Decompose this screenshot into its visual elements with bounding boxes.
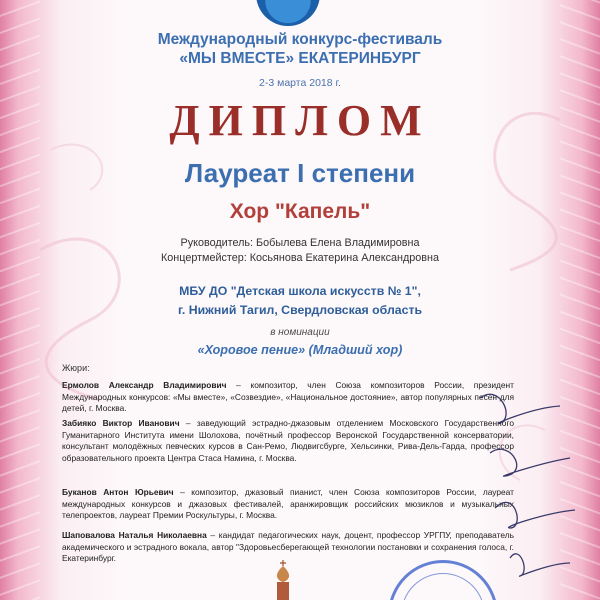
stamp-inner-ring xyxy=(401,573,485,600)
leader-line: Руководитель: Бобылева Елена Владимировна xyxy=(180,237,420,249)
jury-member-1 xyxy=(62,380,514,415)
jury-member-name: Шаповалова Наталья Николаевна xyxy=(62,530,207,540)
leaders-block xyxy=(0,236,600,266)
round-stamp-icon xyxy=(388,560,498,600)
jury-member-3 xyxy=(62,487,514,522)
jury-member-bio: – композитор, джазовый пианист, член Союза композиторов России, лауреат международных конкурсов и джазовых фестивалей, аранжировщик российских мюзиклов и музыкальных телепроектов, лауреат Премии Роскультуры, г. Москва. xyxy=(62,487,514,520)
festival-title-line2: «МЫ ВМЕСТЕ» ЕКАТЕРИНБУРГ xyxy=(179,50,421,67)
jury-member-name: Забияко Виктор Иванович xyxy=(62,418,180,428)
nomination-title: «Хоровое пение» (Младший хор) xyxy=(197,343,403,357)
festival-title xyxy=(0,30,600,68)
jury-title: Жюри: xyxy=(62,363,90,373)
school-line1: МБУ ДО "Детская школа искусств № 1", xyxy=(179,284,421,298)
participant-name: Хор "Капель" xyxy=(229,200,371,223)
festival-title-line1: Международный конкурс-фестиваль xyxy=(157,31,443,48)
festival-date: 2-3 марта 2018 г. xyxy=(259,77,341,89)
jury-member-name: Ермолов Александр Владимирович xyxy=(62,380,227,390)
school-line2: г. Нижний Тагил, Свердловская область xyxy=(177,303,423,317)
award-title: Лауреат I степени xyxy=(184,158,416,188)
jury-member-name: Буканов Антон Юрьевич xyxy=(62,487,174,497)
festival-logo-icon xyxy=(256,0,320,26)
jury-member-2 xyxy=(62,418,514,464)
jury-member-bio: – заведующий эстрадно-джазовым отделением Московского Государственного Гуманитарного Института имени Шолохова, почётный профессор Веронской Государственной консерватории, консультант молодёжных певческих курсов в Сан-Ремо, Людвигсбурге, Хельсинки, Рива-Дель-Гарда, профессор образовательного проекта Центра Стаса Намина, г. Москва. xyxy=(62,418,514,463)
accompanist-line: Концертмейстер: Косьянова Екатерина Александровна xyxy=(161,252,439,264)
jury-member-bio: – композитор, член Союза композиторов России, президент Международных конкурсов: «Мы вместе», «Созвездие», «Национальное достояние», автор популярных песен для детей, г. Москва. xyxy=(62,380,515,413)
jury-member-bio: – кандидат педагогических наук, доцент, профессор УРГПУ, преподаватель академического и эстрадного вокала, автор "Здоровьесберегающей технологии постановки и сохранения голоса, г. Екатеринбург. xyxy=(62,530,514,563)
school-block xyxy=(0,282,600,320)
nomination-label: в номинации xyxy=(270,327,330,338)
church-tower-icon xyxy=(270,560,296,600)
diploma-heading: ДИПЛОМ xyxy=(169,96,431,145)
